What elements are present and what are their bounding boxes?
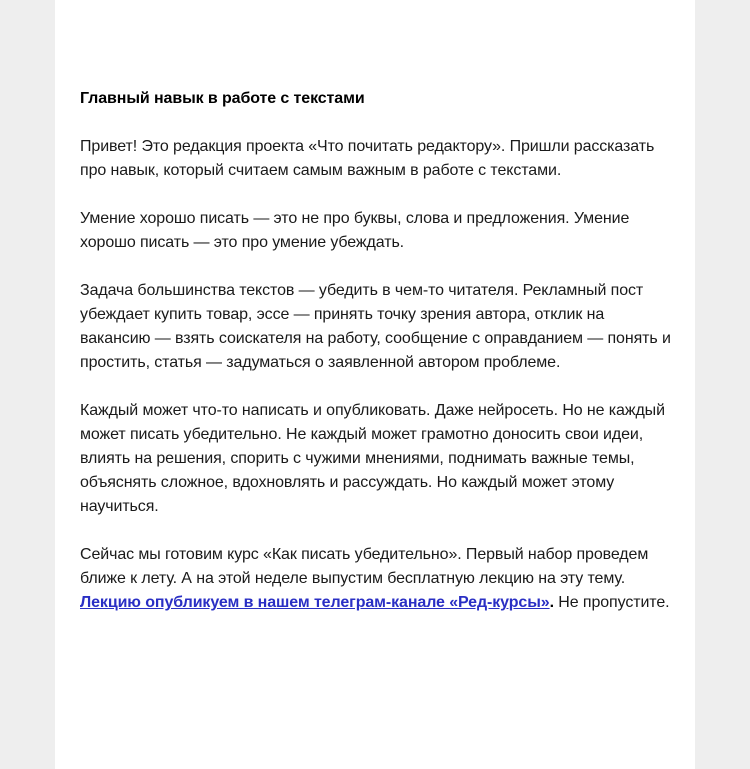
paragraph-intro: Привет! Это редакция проекта «Что почитать редактору». Пришли рассказать про навык, который считаем самым важным в работе с текстами. xyxy=(80,138,655,179)
email-title: Главный навык в работе с текстами xyxy=(80,90,365,107)
course-text: Сейчас мы готовим курс «Как писать убедительно». Первый набор проведем ближе к лету. А на этой неделе выпустим бесплатную лекцию на эту тему. xyxy=(80,546,649,587)
telegram-channel-link[interactable]: Лекцию опубликуем в нашем телеграм-канале «Ред-курсы» xyxy=(80,594,550,611)
paragraph-skill: Умение хорошо писать — это не про буквы, слова и предложения. Умение хорошо писать — это про умение убеждать. xyxy=(80,210,630,251)
email-card xyxy=(55,0,695,769)
link-period: . xyxy=(549,594,554,611)
email-body xyxy=(80,87,672,639)
paragraph-course xyxy=(80,543,672,615)
paragraph-task: Задача большинства текстов — убедить в чем-то читателя. Рекламный пост убеждает купить товар, эссе — принять точку зрения автора, отклик на вакансию — взять соискателя на работу, сообщение с оправданием — понять и простить, статья — задуматься о заявленной автором проблеме. xyxy=(80,282,671,371)
paragraph-everyone: Каждый может что-то написать и опубликовать. Даже нейросеть. Но не каждый может писать убедительно. Не каждый может грамотно доносить свои идеи, влиять на решения, спорить с чужими мнениями, поднимать важные темы, объяснять сложное, вдохновлять и рассуждать. Но каждый может этому научиться. xyxy=(80,402,665,515)
dont-miss-text: Не пропустите. xyxy=(553,594,670,611)
